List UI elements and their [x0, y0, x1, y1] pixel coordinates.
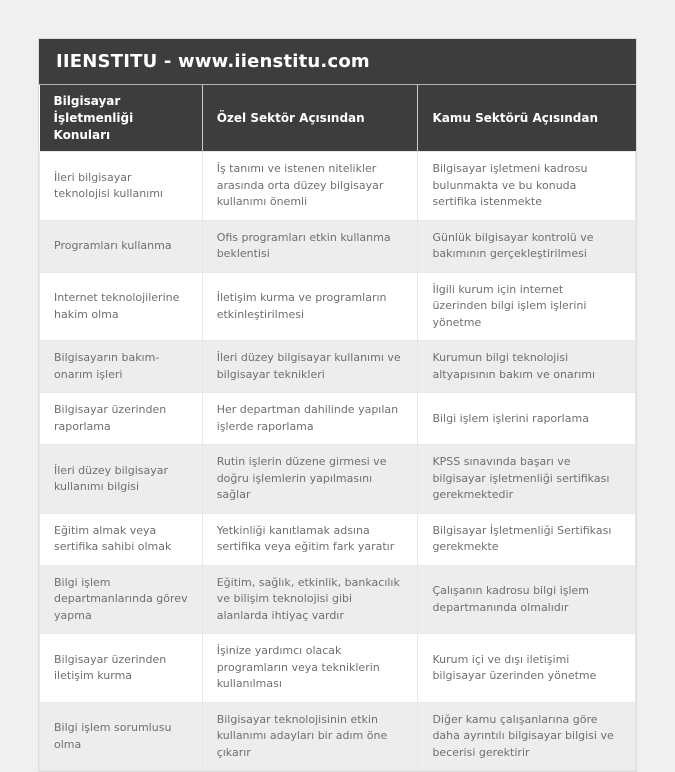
- public-sector-cell: Diğer kamu çalışanlarına göre daha ayrıntılı bilgisayar bilgisi ve becerisi gerektirir: [418, 702, 636, 771]
- comparison-table-card: [38, 38, 637, 772]
- column-header-public-sector: Kamu Sektörü Açısından: [418, 85, 636, 152]
- private-sector-cell: Rutin işlerin düzene girmesi ve doğru işlemlerin yapılmasını sağlar: [202, 445, 418, 514]
- comparison-table: [39, 85, 636, 771]
- private-sector-cell: İletişim kurma ve programların etkinleştirilmesi: [202, 272, 418, 341]
- table-row: [40, 634, 636, 703]
- public-sector-cell: Çalışanın kadrosu bilgi işlem departmanında olmalıdır: [418, 565, 636, 634]
- topic-cell: İleri düzey bilgisayar kullanımı bilgisi: [40, 445, 203, 514]
- topic-cell: Bilgi işlem departmanlarında görev yapma: [40, 565, 203, 634]
- topic-cell: Bilgi işlem sorumlusu olma: [40, 702, 203, 771]
- table-row: [40, 513, 636, 565]
- table-row: [40, 341, 636, 393]
- column-header-topics: Bilgisayar İşletmenliği Konuları: [40, 85, 203, 152]
- table-row: [40, 152, 636, 221]
- topic-cell: Bilgisayar üzerinden raporlama: [40, 393, 203, 445]
- public-sector-cell: Bilgisayar İşletmenliği Sertifikası gerekmekte: [418, 513, 636, 565]
- table-row: [40, 702, 636, 771]
- topic-cell: Eğitim almak veya sertifika sahibi olmak: [40, 513, 203, 565]
- topic-cell: Programları kullanma: [40, 220, 203, 272]
- topic-cell: İleri bilgisayar teknolojisi kullanımı: [40, 152, 203, 221]
- column-header-row: [40, 85, 636, 152]
- public-sector-cell: Bilgi işlem işlerini raporlama: [418, 393, 636, 445]
- table-row: [40, 565, 636, 634]
- private-sector-cell: Eğitim, sağlık, etkinlik, bankacılık ve bilişim teknolojisi gibi alanlarda ihtiyaç vardır: [202, 565, 418, 634]
- private-sector-cell: Her departman dahilinde yapılan işlerde raporlama: [202, 393, 418, 445]
- public-sector-cell: Kurumun bilgi teknolojisi altyapısının bakım ve onarımı: [418, 341, 636, 393]
- column-header-private-sector: Özel Sektör Açısından: [202, 85, 418, 152]
- topic-cell: Bilgisayarın bakım-onarım işleri: [40, 341, 203, 393]
- private-sector-cell: Yetkinliği kanıtlamak adsına sertifika veya eğitim fark yaratır: [202, 513, 418, 565]
- public-sector-cell: Günlük bilgisayar kontrolü ve bakımının gerçekleştirilmesi: [418, 220, 636, 272]
- public-sector-cell: İlgili kurum için internet üzerinden bilgi işlem işlerini yönetme: [418, 272, 636, 341]
- table-row: [40, 445, 636, 514]
- table-row: [40, 272, 636, 341]
- public-sector-cell: KPSS sınavında başarı ve bilgisayar işletmenliği sertifikası gerekmektedir: [418, 445, 636, 514]
- private-sector-cell: İleri düzey bilgisayar kullanımı ve bilgisayar teknikleri: [202, 341, 418, 393]
- table-row: [40, 393, 636, 445]
- table-row: [40, 220, 636, 272]
- table-title: IIENSTITU - www.iienstitu.com: [39, 39, 636, 85]
- topic-cell: Internet teknolojilerine hakim olma: [40, 272, 203, 341]
- public-sector-cell: Bilgisayar işletmeni kadrosu bulunmakta ve bu konuda sertifika istenmekte: [418, 152, 636, 221]
- public-sector-cell: Kurum içi ve dışı iletişimi bilgisayar üzerinden yönetme: [418, 634, 636, 703]
- private-sector-cell: İşinize yardımcı olacak programların veya tekniklerin kullanılması: [202, 634, 418, 703]
- private-sector-cell: Bilgisayar teknolojisinin etkin kullanımı adayları bir adım öne çıkarır: [202, 702, 418, 771]
- topic-cell: Bilgisayar üzerinden iletişim kurma: [40, 634, 203, 703]
- private-sector-cell: Ofis programları etkin kullanma beklentisi: [202, 220, 418, 272]
- private-sector-cell: İş tanımı ve istenen nitelikler arasında orta düzey bilgisayar kullanımı önemli: [202, 152, 418, 221]
